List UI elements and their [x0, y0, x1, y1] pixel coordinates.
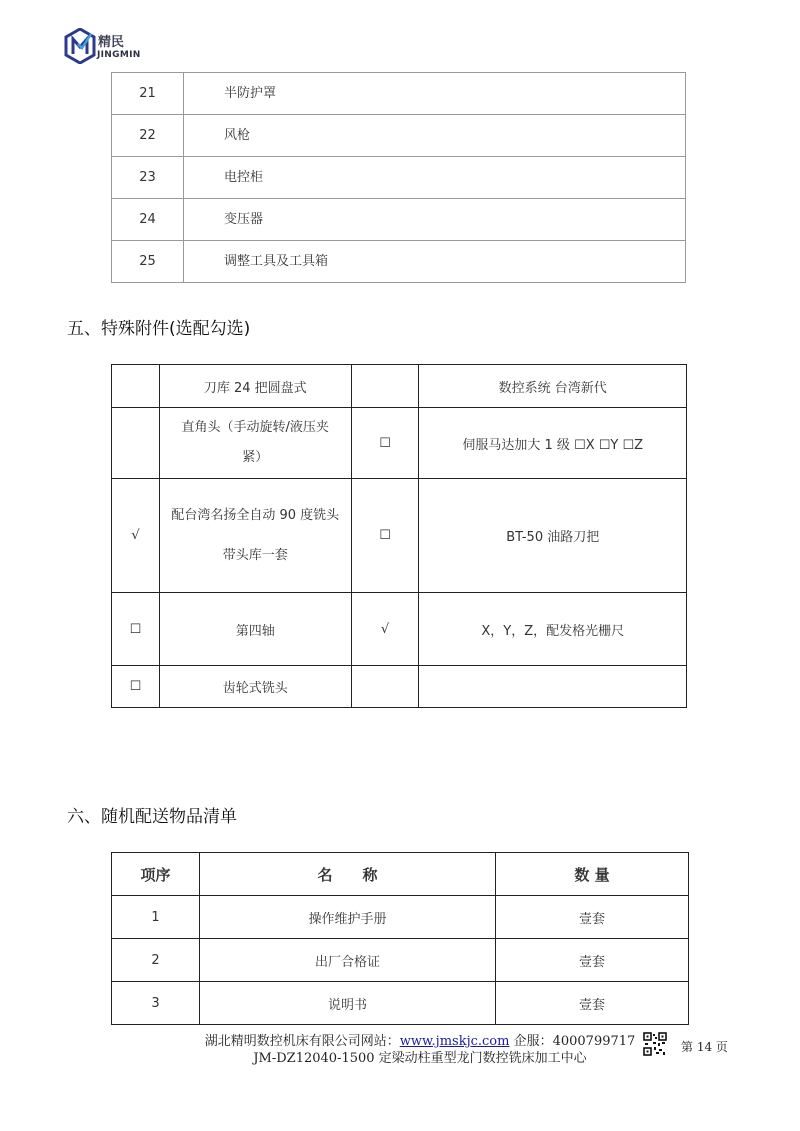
- parts-table: [111, 72, 686, 283]
- option-label: 齿轮式铣头: [159, 666, 351, 708]
- option-mark[interactable]: [112, 408, 160, 479]
- website-link[interactable]: www.jmskjc.com: [399, 1034, 510, 1049]
- table-row: [112, 666, 687, 708]
- option-label: 伺服马达加大 1 级 ☐X ☐Y ☐Z: [419, 408, 687, 479]
- table-row: [112, 157, 686, 199]
- row-number: 3: [112, 982, 200, 1025]
- option-label: 刀库 24 把圆盘式: [159, 365, 351, 408]
- row-qty: 壹套: [496, 939, 689, 982]
- row-name: 电控柜: [184, 157, 686, 199]
- logo-text-cn: 精民: [98, 35, 125, 50]
- header-no: 项序: [112, 853, 200, 896]
- company-logo: [64, 28, 154, 68]
- row-number: 25: [112, 241, 184, 283]
- row-name: 风枪: [184, 115, 686, 157]
- table-row: [112, 365, 687, 408]
- table-row: [112, 408, 687, 479]
- option-label: 第四轴: [159, 593, 351, 666]
- logo-text-en: JINGMIN: [97, 50, 141, 60]
- table-row: [112, 593, 687, 666]
- option-label: BT-50 油路刀把: [419, 479, 687, 593]
- table-row: [112, 982, 689, 1025]
- header-name: 名 称: [200, 853, 496, 896]
- option-mark[interactable]: [112, 365, 160, 408]
- option-label-line: 配台湾名扬全自动 90 度铣头: [171, 507, 340, 523]
- option-label: [159, 479, 351, 593]
- checkbox-option[interactable]: ☐: [112, 666, 160, 708]
- footer-company: 湖北精明数控机床有限公司网站：: [204, 1034, 400, 1049]
- table-header-row: [112, 853, 689, 896]
- checkbox-option[interactable]: ☐: [112, 593, 160, 666]
- option-label-line: 带头库一套: [222, 547, 288, 563]
- delivery-items-table: [111, 852, 689, 1025]
- row-qty: 壹套: [496, 896, 689, 939]
- section-5-title: 五、特殊附件(选配勾选): [67, 319, 251, 339]
- table-row: [112, 896, 689, 939]
- option-label: [159, 408, 351, 479]
- section-6-title: 六、随机配送物品清单: [67, 807, 237, 827]
- option-label: [419, 666, 687, 708]
- table-row: [112, 939, 689, 982]
- row-number: 24: [112, 199, 184, 241]
- row-name: 说明书: [200, 982, 496, 1025]
- table-row: [112, 479, 687, 593]
- row-name: 变压器: [184, 199, 686, 241]
- option-label: X，Y，Z，配发格光栅尺: [419, 593, 687, 666]
- table-row: [112, 241, 686, 283]
- special-accessories-table: [111, 364, 687, 708]
- checkmark-icon[interactable]: √: [112, 479, 160, 593]
- footer-model-line: JM-DZ12040-1500 定梁动柱重型龙门数控铣床加工中心: [253, 1051, 587, 1066]
- row-number: 1: [112, 896, 200, 939]
- row-qty: 壹套: [496, 982, 689, 1025]
- row-name: 调整工具及工具箱: [184, 241, 686, 283]
- table-row: [112, 199, 686, 241]
- page-number: 第 14 页: [681, 1040, 728, 1054]
- option-mark[interactable]: [351, 365, 419, 408]
- logo-hexagon-icon: [64, 28, 96, 64]
- option-label-line: 直角头（手动旋转/液压夹: [181, 420, 329, 435]
- qr-code-icon: [643, 1032, 667, 1056]
- table-row: [112, 73, 686, 115]
- footer-service: 企服：4000799717: [509, 1034, 636, 1049]
- option-label-line: 紧）: [242, 450, 269, 465]
- row-name: 操作维护手册: [200, 896, 496, 939]
- checkbox-option[interactable]: ☐: [351, 408, 419, 479]
- row-number: 22: [112, 115, 184, 157]
- row-name: 出厂合格证: [200, 939, 496, 982]
- checkbox-option[interactable]: ☐: [351, 479, 419, 593]
- option-mark[interactable]: [351, 666, 419, 708]
- row-number: 21: [112, 73, 184, 115]
- row-name: 半防护罩: [184, 73, 686, 115]
- option-label: 数控系统 台湾新代: [419, 365, 687, 408]
- checkmark-icon[interactable]: √: [351, 593, 419, 666]
- table-row: [112, 115, 686, 157]
- header-qty: 数 量: [496, 853, 689, 896]
- row-number: 23: [112, 157, 184, 199]
- row-number: 2: [112, 939, 200, 982]
